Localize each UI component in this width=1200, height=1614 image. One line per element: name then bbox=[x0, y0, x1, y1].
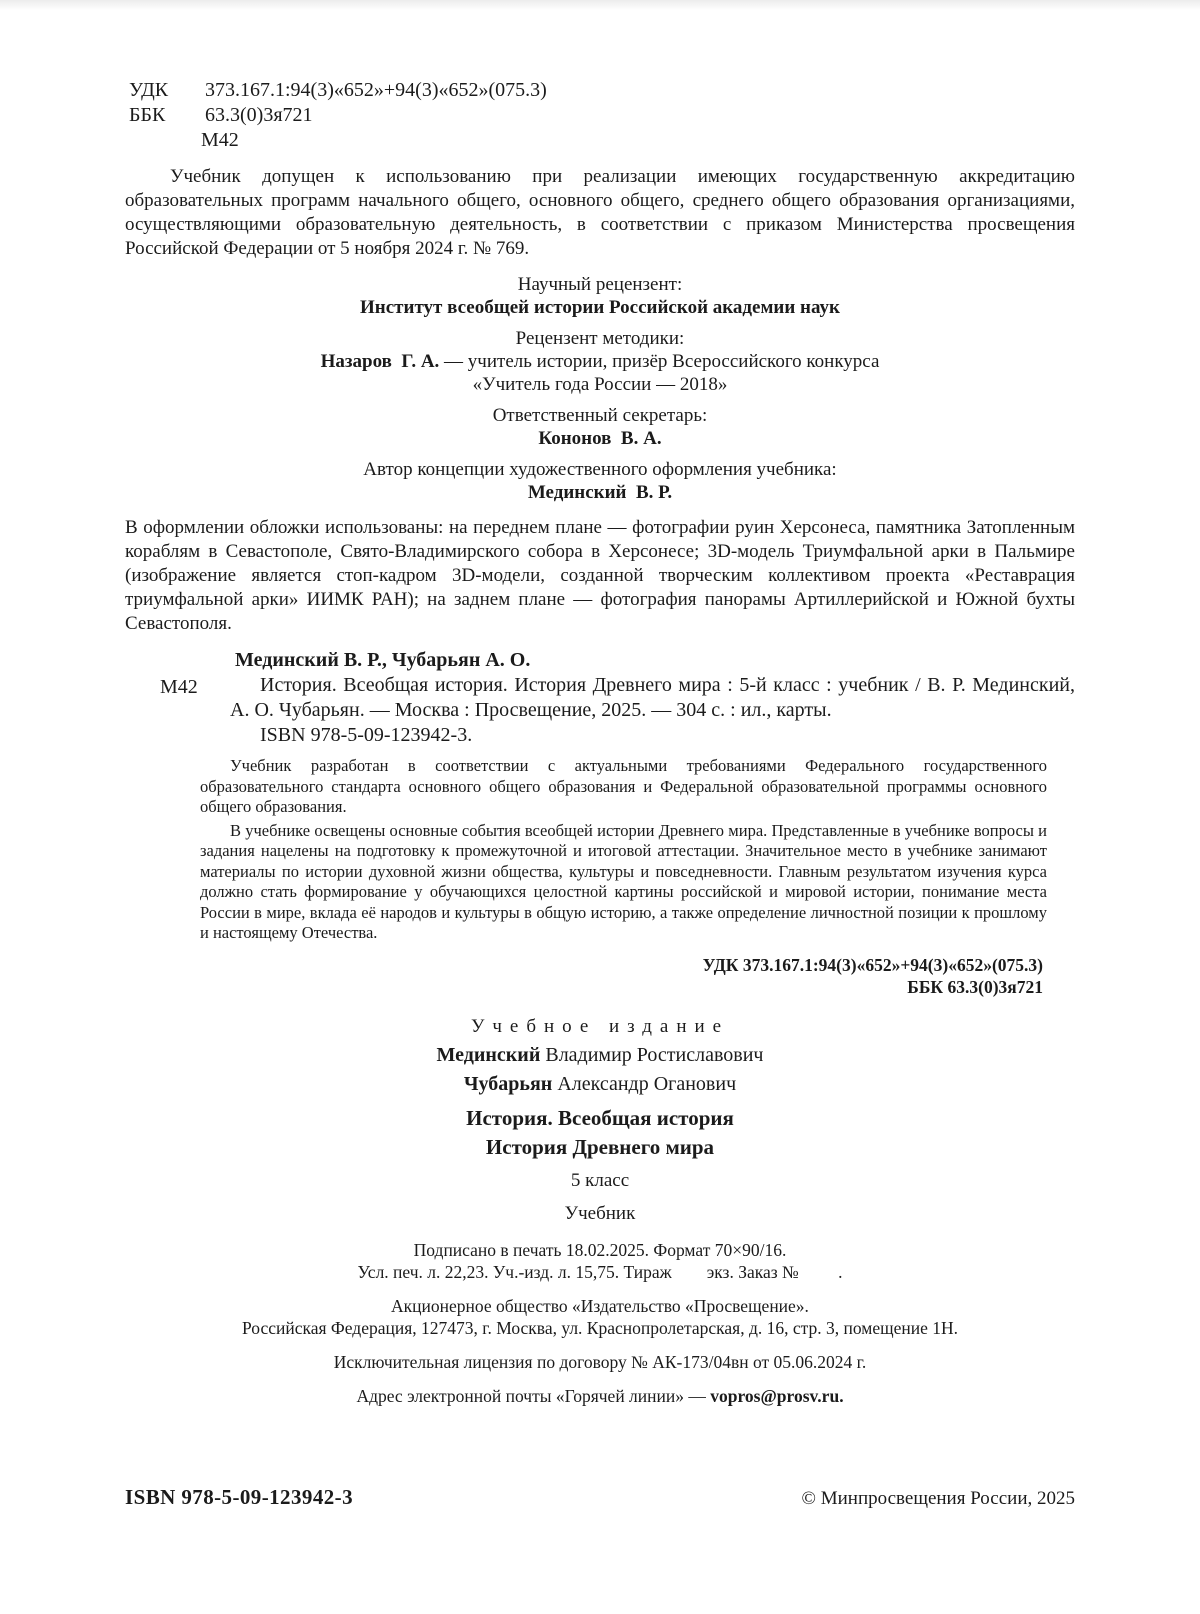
annotation-block bbox=[200, 756, 1047, 944]
edition-author-1 bbox=[125, 1044, 1075, 1067]
email-address: vopros@prosv.ru bbox=[710, 1385, 840, 1406]
edition-author-2 bbox=[125, 1073, 1075, 1096]
grade-line: 5 класс bbox=[570, 1169, 630, 1191]
methodology-reviewer-role: — учитель истории, призёр Всероссийского конкурса bbox=[439, 351, 880, 372]
book-type-line: Учебник bbox=[564, 1202, 636, 1224]
license-line: Исключительная лицензия по договору № АК-173/04вн от 05.06.2024 г. bbox=[333, 1351, 867, 1372]
bbk-line-repeat: ББК 63.3(0)3я721 bbox=[907, 976, 1043, 997]
methodology-reviewer-label: Рецензент методики: bbox=[515, 328, 685, 349]
udk-line-repeat: УДК 373.167.1:94(3)«652»+94(3)«652»(075.3) bbox=[702, 954, 1043, 975]
author-sign: М42 bbox=[201, 129, 239, 151]
classification-repeat bbox=[125, 954, 1075, 998]
design-author-label: Автор концепции художественного оформления учебника: bbox=[363, 459, 837, 480]
email-prefix: Адрес электронной почты «Горячей линии» — bbox=[356, 1385, 711, 1406]
edition-author-1-surname: Мединский bbox=[436, 1043, 541, 1066]
scientific-reviewer-name: Институт всеобщей истории Российской академии наук bbox=[360, 297, 840, 318]
book-title-line-2: История Древнего мира bbox=[485, 1134, 715, 1159]
biblio-isbn: ISBN 978-5-09-123942-3. bbox=[260, 724, 473, 746]
publisher-address-line: Российская Федерация, 127473, г. Москва, ул. Краснопролетарская, д. 16, стр. 3, помещение 1Н. bbox=[241, 1317, 958, 1338]
book-title-line-1: История. Всеобщая история bbox=[466, 1105, 734, 1130]
edition-author-2-surname: Чубарьян bbox=[463, 1072, 553, 1095]
edition-author-2-name: Александр Оганович bbox=[552, 1072, 737, 1095]
classification-block bbox=[129, 78, 1075, 153]
annotation-paragraph-1: Учебник разработан в соответствии с актуальными требованиями Федерального государственного образовательного стандарта основного общего образования и Федеральной образовательной программы основного общего образования. bbox=[200, 756, 1047, 816]
email-suffix: . bbox=[839, 1385, 844, 1406]
udk-label: УДК bbox=[129, 79, 169, 101]
secretary-name: Кононов В. А. bbox=[538, 428, 662, 449]
methodology-reviewer-name: Назаров Г. А. bbox=[320, 351, 440, 372]
methodology-reviewer-line bbox=[125, 350, 1075, 373]
methodology-reviewer-role-2: «Учитель года России — 2018» bbox=[472, 374, 728, 395]
edition-kind-label: Учебное издание bbox=[470, 1015, 730, 1037]
bbk-label: ББК bbox=[129, 104, 166, 126]
print-info-line: Подписано в печать 18.02.2025. Формат 70×90/16. bbox=[413, 1239, 787, 1260]
biblio-authors: Мединский В. Р., Чубарьян А. О. bbox=[235, 649, 531, 671]
bibliographic-record bbox=[125, 648, 1075, 748]
accreditation-paragraph: Учебник допущен к использованию при реализации имеющих государственную аккредитацию образовательных программ начального общего, основного общего, среднего общего образования организациями, осуществляющими образовательную деятельность, в соответствии с приказом Министерства просвещения Российской Федерации от 5 ноября 2024 г. № 769. bbox=[125, 166, 1075, 259]
udk-line bbox=[129, 78, 1075, 103]
page-footer bbox=[125, 1485, 1075, 1510]
scientific-reviewer-label: Научный рецензент: bbox=[517, 274, 683, 295]
bbk-line bbox=[129, 103, 1075, 128]
bbk-value: 63.3(0)3я721 bbox=[205, 104, 313, 126]
publisher-line: Акционерное общество «Издательство «Просвещение». bbox=[391, 1295, 809, 1316]
design-author-name: Мединский В. Р. bbox=[527, 482, 673, 503]
imprint-section bbox=[125, 1239, 1075, 1407]
biblio-author-sign: М42 bbox=[160, 676, 198, 698]
udk-value: 373.167.1:94(3)«652»+94(3)«652»(075.3) bbox=[205, 79, 547, 101]
annotation-paragraph-2: В учебнике освещены основные события всеобщей истории Древнего мира. Представленные в учебнике вопросы и задания нацелены на подготовку к промежуточной и итоговой аттестации. Значительное место в учебнике занимают материалы по истории духовной жизни общества, культуры и повседневности. Главным результатом изучения курса должно стать формирование у обучающихся целостной картины российской и мировой истории, понимание места России в мире, вклада её народов и культуры в общую историю, а также определение личностной позиции к прошлому и настоящему Отечества. bbox=[200, 820, 1047, 942]
footer-copyright: © Минпросвещения России, 2025 bbox=[801, 1488, 1075, 1509]
edition-section bbox=[125, 1016, 1075, 1225]
email-line bbox=[125, 1385, 1075, 1407]
footer-isbn: ISBN 978-5-09-123942-3 bbox=[125, 1485, 353, 1509]
secretary-label: Ответственный секретарь: bbox=[492, 405, 708, 426]
volume-info-line: Усл. печ. л. 22,23. Уч.-изд. л. 15,75. Тираж экз. Заказ № . bbox=[357, 1261, 843, 1282]
cover-design-paragraph: В оформлении обложки использованы: на переднем плане — фотографии руин Херсонеса, памятника Затопленным кораблям в Севастополе, Свято-Владимирского собора в Херсонесе; 3D-модель Триумфальной арки в Пальмире (изображение является стоп-кадром 3D-модели, созданной творческим коллективом проекта «Реставрация триумфальной арки» ИИМК РАН); на заднем плане — фотография панорамы Артиллерийской и Южной бухты Севастополя. bbox=[125, 517, 1075, 634]
credits-section bbox=[125, 273, 1075, 504]
edition-author-1-name: Владимир Ростиславович bbox=[540, 1043, 764, 1066]
biblio-entry: История. Всеобщая история. История Древнего мира : 5-й класс : учебник / В. Р. Мединский, А. О. Чубарьян. — Москва : Просвещение, 2025. — 304 с. : ил., карты. bbox=[230, 674, 1075, 721]
